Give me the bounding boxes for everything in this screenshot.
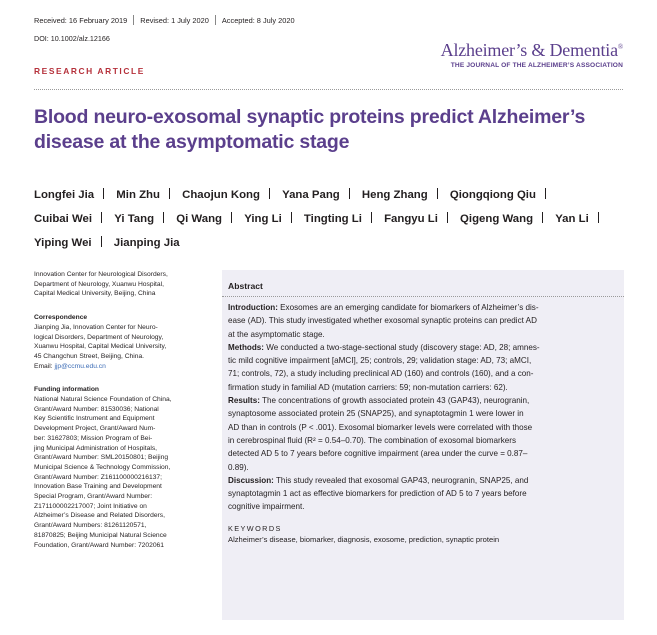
funding-line: ber: 31627803; Mission Program of Bei- (34, 434, 153, 442)
author-separator (101, 212, 102, 223)
correspondence-line: Jianping Jia, Innovation Center for Neuro- (34, 323, 158, 331)
funding-line: Innovation Base Training and Development (34, 483, 162, 491)
keywords-list: Alzheimer’s disease, biomarker, diagnosis, exosome, prediction, synaptic protein (228, 534, 500, 544)
abstract-divider (222, 296, 624, 297)
author-separator (103, 188, 104, 199)
author-name[interactable]: Longfei Jia (34, 183, 113, 207)
funding-heading: Funding information (34, 386, 100, 394)
author-name[interactable]: Qiongqiong Qiu (450, 183, 555, 207)
funding-line: Municipal Science & Technology Commission, (34, 463, 171, 471)
correspondence-heading: Correspondence (34, 314, 88, 322)
author-name[interactable]: Yiping Wei (34, 231, 111, 255)
date-divider (215, 15, 216, 25)
author-separator (163, 212, 164, 223)
abstract-line: firmation study in familial AD (mutation carriers: 59; non-mutation carriers: 62). (228, 382, 508, 392)
header-divider (34, 89, 623, 90)
author-separator (231, 212, 232, 223)
author-list (34, 183, 614, 255)
funding-line: Z171100002217007; Joint Initiative on (34, 502, 147, 510)
funding-line: Development Project, Grant/Award Num- (34, 425, 156, 433)
article-title: Blood neuro-exosomal synaptic proteins predict Alzheimer’s disease at the asymptomatic stage (34, 106, 586, 153)
abstract-section-label: Introduction: (228, 303, 278, 312)
author-name[interactable]: Qi Wang (176, 207, 241, 231)
abstract-line: in cerebrospinal fluid (R² = 0.54–0.70). The combination of exosomal biomarkers (228, 435, 516, 445)
abstract-line: synaptosome associated protein 25 (SNAP25), and synaptotagmin 1 were lower in (228, 409, 524, 419)
abstract-line: Introduction: Exosomes are an emerging candidate for biomarkers of Alzheimer’s dis- (228, 303, 539, 312)
journal-tagline: THE JOURNAL OF THE ALZHEIMER’S ASSOCIATION (450, 62, 623, 69)
author-name[interactable]: Cuibai Wei (34, 207, 111, 231)
author-separator (437, 188, 438, 199)
abstract-line: 0.89). (228, 462, 249, 472)
author-name[interactable]: Yana Pang (282, 183, 359, 207)
correspondence-line: 45 Changchun Street, Beijing, China. (34, 352, 145, 360)
funding-line: Key Scientific Instrument and Equipment (34, 415, 155, 423)
author-name[interactable]: Fangyu Li (384, 207, 457, 231)
abstract-line: Results: The concentrations of growth associated protein 43 (GAP43), neurogranin, (228, 396, 530, 406)
correspondence-text (34, 323, 206, 362)
author-separator (598, 212, 599, 223)
abstract-line: ease (AD). This study investigated whether exosomal synaptic proteins can predict AD (228, 316, 537, 326)
keywords-heading: KEYWORDS (228, 523, 282, 533)
author-name[interactable]: Min Zhu (116, 183, 179, 207)
abstract-line: synaptotagmin 1 act as effective biomarkers for prediction of AD 5 to 7 years before (228, 489, 527, 499)
funding-line: 81870825; Beijing Municipal Natural Science (34, 531, 167, 539)
article-sidebar (34, 270, 206, 550)
abstract-line: cognitive impairment. (228, 502, 305, 512)
author-name[interactable]: Jianping Jia (113, 237, 180, 249)
abstract-section-label: Methods: (228, 342, 264, 352)
author-name[interactable]: Yan Li (555, 207, 608, 231)
journal-name: Alzheimer’s & Dementia® (440, 40, 623, 60)
correspondence-line: logical Disorders, Department of Neurology, (34, 333, 164, 341)
accepted-date: Accepted: 8 July 2020 (221, 16, 295, 25)
abstract-line: Methods: We conducted a two-stage-sectional study (discovery stage: AD, 28; amnes- (228, 342, 540, 352)
date-divider (133, 15, 134, 25)
section-label: RESEARCH ARTICLE (34, 66, 145, 76)
journal-logo[interactable] (441, 40, 623, 69)
abstract-line: Discussion: This study revealed that exosomal GAP43, neurogranin, SNAP25, and (228, 475, 529, 485)
affiliations (34, 270, 206, 299)
author-name[interactable]: Tingting Li (304, 207, 381, 231)
author-name[interactable]: Heng Zhang (362, 183, 447, 207)
correspondence-line: Xuanwu Hospital, Capital Medical University, (34, 343, 167, 351)
abstract-line: AD than in controls (P < .001). Exosomal biomarker levels were correlated with those (228, 422, 533, 432)
funding-line: Special Program, Grant/Award Number: (34, 493, 153, 501)
author-separator (545, 188, 546, 199)
author-separator (169, 188, 170, 199)
author-separator (542, 212, 543, 223)
funding-line: Grant/Award Number: 81530036; National (34, 405, 159, 413)
author-name[interactable]: Chaojun Kong (182, 183, 279, 207)
revised-date: Revised: 1 July 2020 (140, 16, 209, 25)
author-separator (269, 188, 270, 199)
author-name[interactable]: Yi Tang (114, 207, 173, 231)
article-dates (34, 15, 295, 25)
abstract-line: at the asymptomatic stage. (228, 329, 325, 339)
funding-line: jing Municipal Administration of Hospitals, (34, 444, 158, 452)
funding-line: National Natural Science Foundation of China, (34, 396, 172, 404)
affiliation-line: Capital Medical University, Beijing, China (34, 290, 156, 298)
email-link[interactable]: jjp@ccmu.edu.cn (54, 362, 106, 370)
correspondence-email-line: Email: jjp@ccmu.edu.cn (34, 362, 106, 370)
author-separator (349, 188, 350, 199)
funding-line: Grant/Award Number: Z161100000216137; (34, 473, 163, 481)
funding-line: Grant/Award Number: SML20150801; Beijing (34, 454, 169, 462)
author-separator (291, 212, 292, 223)
author-separator (371, 212, 372, 223)
funding-line: Foundation, Grant/Award Number: 7202061 (34, 541, 164, 549)
affiliation-line: Innovation Center for Neurological Disorders, (34, 271, 168, 278)
author-separator (101, 236, 102, 247)
abstract-section-label: Discussion: (228, 475, 274, 485)
abstract-heading: Abstract (228, 281, 263, 291)
abstract-box (222, 270, 624, 620)
funding-line: Alzheimer’s Disease and Related Disorders, (34, 512, 165, 520)
abstract-line: 71; controls, 72), a study including preclinical AD (160) and controls (160), and a con- (228, 369, 534, 379)
abstract-body (228, 301, 616, 514)
abstract-section-label: Results: (228, 396, 260, 406)
abstract-line: detected AD 5 to 7 years before cognitive impairment (area under the curve = 0.87– (228, 449, 528, 459)
doi-link[interactable]: DOI: 10.1002/alz.12166 (34, 34, 110, 43)
author-separator (447, 212, 448, 223)
abstract-line: tic mild cognitive impairment [aMCI], 25; controls, 29; validation stage: AD, 73; aMCI, (228, 356, 532, 366)
author-name[interactable]: Ying Li (244, 207, 301, 231)
received-date: Received: 16 February 2019 (34, 16, 128, 25)
funding-text (34, 395, 206, 550)
author-name[interactable]: Qigeng Wang (460, 207, 552, 231)
affiliation-line: Department of Neurology, Xuanwu Hospital, (34, 280, 164, 288)
funding-line: Grant/Award Numbers: 81261120571, (34, 522, 147, 530)
